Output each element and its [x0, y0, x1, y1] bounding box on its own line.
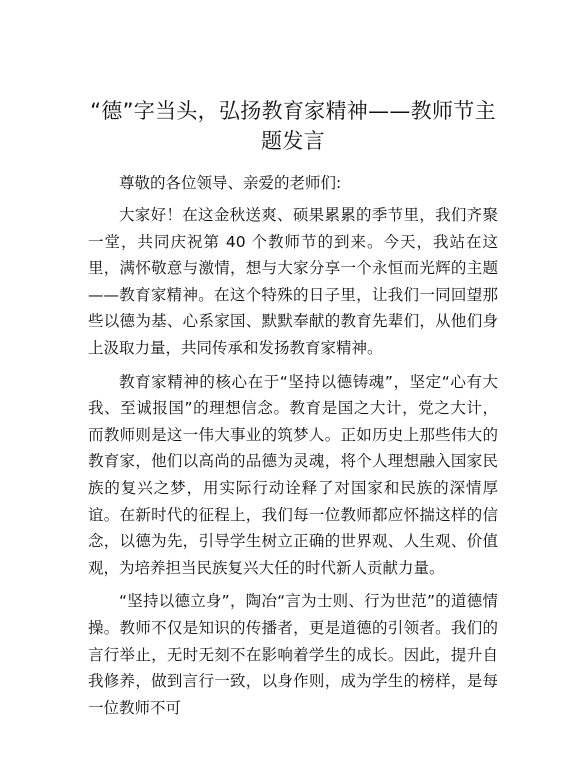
paragraph-core-spirit: 教育家精神的核心在于“坚持以德铸魂”，坚定“心有大我、至诚报国”的理想信念。教育是国之大计，党之大计，而教师则是这一伟大事业的筑梦人。正如历史上那些伟大的教育家，他们以高尚的品德为灵魂，将个人理想融入国家民族的复兴之梦，用实际行动诠释了对国家和民族的深情厚谊。在新时代的征程上，我们每一位教师都应怀揣这样的信念，以德为先，引导学生树立正确的世界观、人生观、价值观，为培养担当民族复兴大任的时代新人贡献力量。	[88, 372, 498, 577]
salutation: 尊敬的各位领导、亲爱的老师们:	[119, 174, 342, 192]
paragraph-moral-conduct: “坚持以德立身”，陶冶“言为士则、行为世范”的道德情操。教师不仅是知识的传播者，更是道德的引领者。我们的言行举止，无时无刻不在影响着学生的成长。因此，提升自我修养，做到言行一致，以身作则，成为学生的榜样，是每一位教师不可	[88, 592, 498, 717]
document-title: “德”字当头，弘扬教育家精神——教师节主题发言	[90, 99, 496, 153]
paragraph-greeting: 大家好！在这金秋送爽、硕果累累的季节里，我们齐聚一堂，共同庆祝第 40 个教师节的到来。今天，我站在这里，满怀敬意与激情，想与大家分享一个永恒而光辉的主题——教育家精神。在这个特殊的日子里，让我们一同回望那些以德为基、心系家国、默默奉献的教育先辈们，从他们身上汲取力量，共同传承和发扬教育家精神。	[88, 206, 498, 357]
